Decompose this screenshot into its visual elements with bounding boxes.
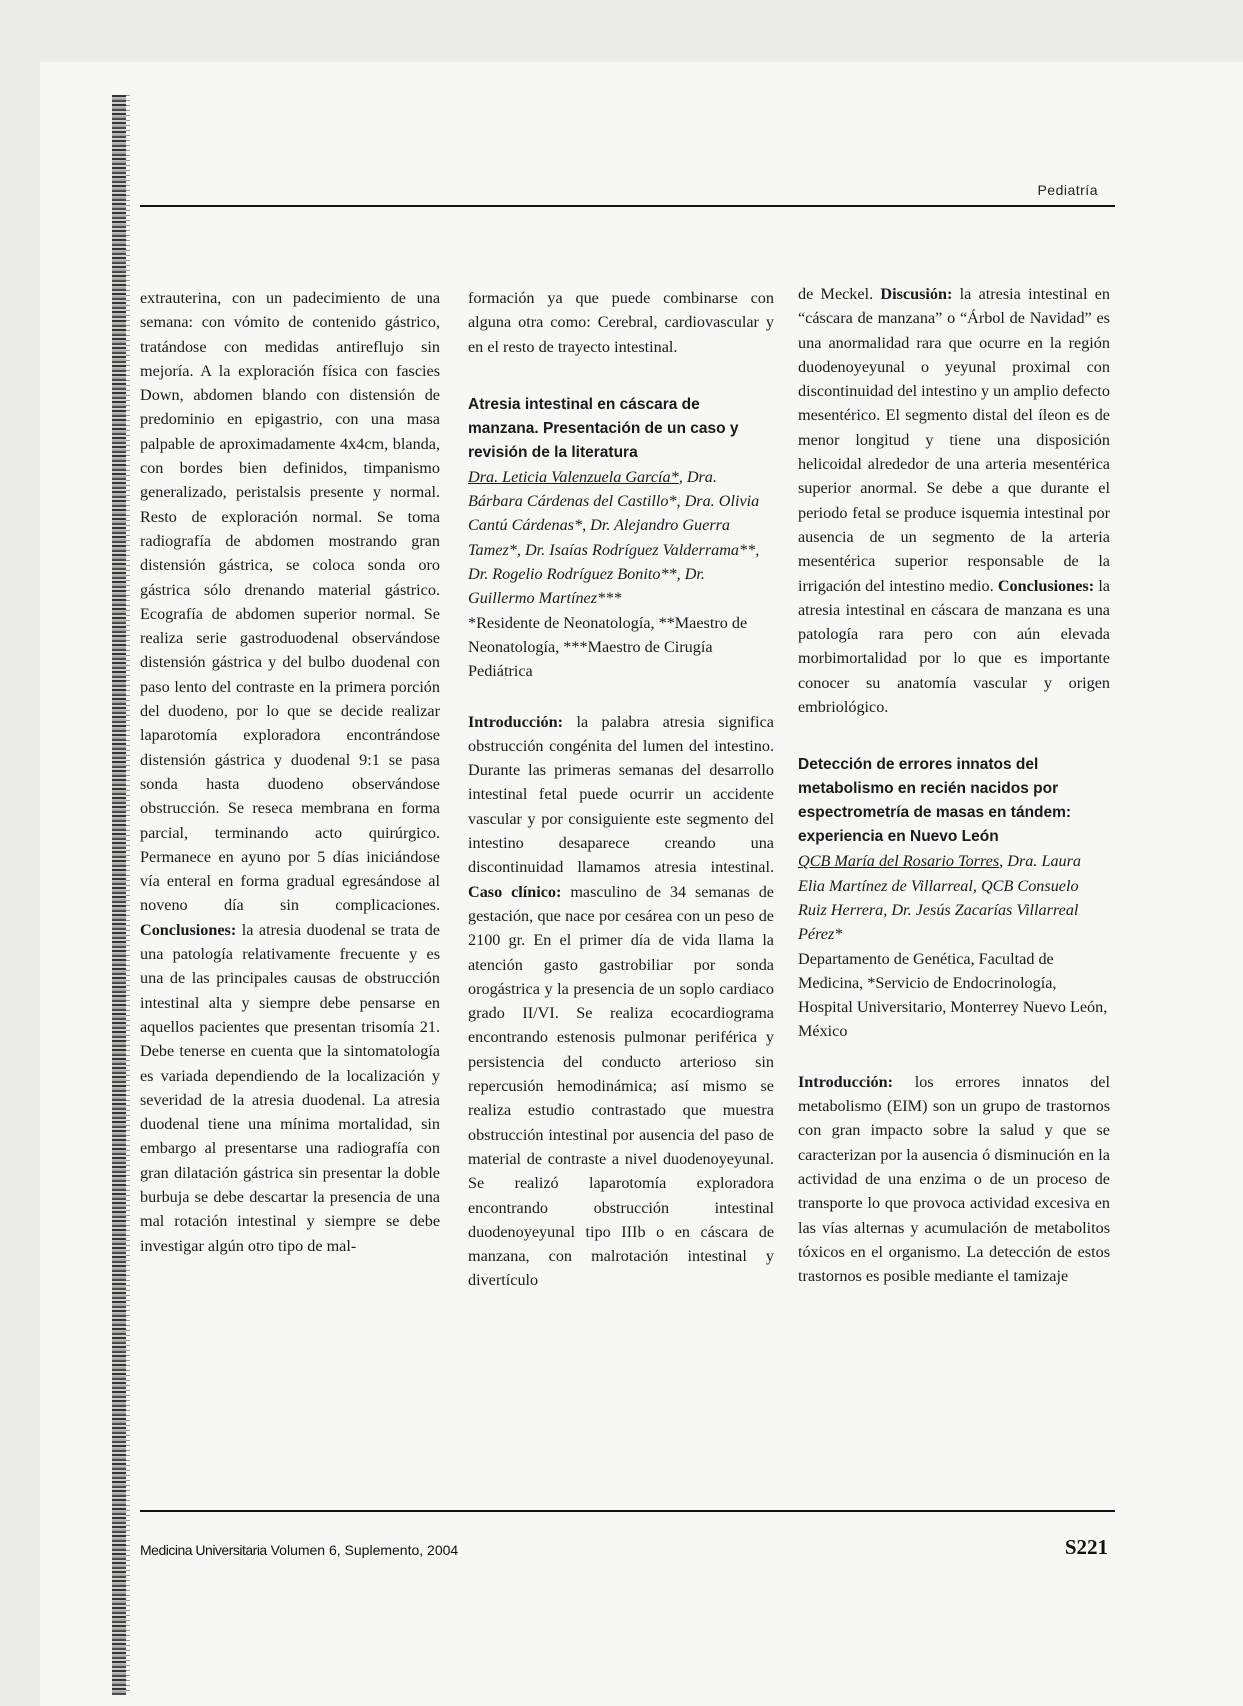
article-1-conclusions-text: la atresia intestinal en cáscara de manzana es una patología rara pero con aún elevada morbimortalidad por lo que es importante conocer su anatomía vascular y origen embriológico. — [798, 576, 1110, 717]
article-1-intro-label: Introducción: — [468, 712, 564, 731]
footer-citation — [140, 1542, 458, 1558]
col3-discussion — [798, 282, 1110, 719]
article-2-affiliations: Departamento de Genética, Facultad de Medicina, *Servicio de Endocrinología, Hospital Universitario, Monterrey Nuevo León, México — [798, 949, 1108, 1041]
article-2-first-author: QCB María del Rosario Torres — [798, 852, 1000, 871]
column-1 — [140, 286, 440, 1258]
article-1-first-author: Dra. Leticia Valenzuela García* — [468, 467, 679, 486]
article-1-intro — [468, 710, 774, 1293]
journal-name: Medicina Universitaria — [140, 1542, 267, 1558]
col1-conclusions-label: Conclusiones: — [140, 920, 237, 939]
article-1-other-authors: , Dra. Bárbara Cárdenas del Castillo*, Dra. Olivia Cantú Cárdenas*, Dr. Alejandro Guerra Tamez*, Dr. Isaías Rodríguez Valderrama**, Dr. Rogelio Rodríguez Bonito**, Dr. Guillermo Martínez*** — [468, 467, 760, 608]
spacer — [468, 684, 774, 710]
article-1-case-label: Caso clínico: — [468, 882, 562, 901]
article-1-conclusions-label: Conclusiones: — [997, 576, 1095, 595]
article-2-authors — [798, 849, 1110, 946]
footer-rule — [140, 1510, 1115, 1512]
binding-shadow — [112, 95, 126, 1695]
page-number: S221 — [1064, 1535, 1108, 1559]
column-3 — [798, 282, 1110, 1288]
article-1-authors — [468, 465, 774, 611]
journal-volume: Volumen 6, Suplemento, 2004 — [270, 1542, 459, 1558]
article-title-2: Detección de errores innatos del metabolismo en recién nacidos por espectrometría de masas en tándem: experiencia en Nuevo León — [798, 756, 1072, 846]
article-2-other-authors: , Dra. Laura Elia Martínez de Villarreal, QCB Consuelo Ruiz Herrera, Dr. Jesús Zacarías Villarreal Pérez* — [798, 852, 1082, 944]
spacer — [798, 1044, 1110, 1070]
article-1-discussion-label: Discusión: — [880, 285, 953, 303]
article-2-intro-text: los errores innatos del metabolismo (EIM) son un grupo de trastornos con gran impacto sobre la salud y que se caracterizan por la ausencia ó disminución en la actividad de una enzima o de un proceso de transporte lo que provoca actividad excesiva en las vías alternas y acumulación de metabolitos tóxicos en el organismo. La detección de estos trastornos es posible mediante el tamizaje — [798, 1072, 1110, 1286]
article-2-intro-label: Introducción: — [798, 1072, 894, 1091]
col1-paragraph — [140, 286, 440, 1258]
column-2 — [468, 286, 774, 1293]
col3-continued: de Meckel. — [798, 285, 874, 303]
article-1-intro-text: la palabra atresia significa obstrucción congénita del lumen del intestino. Durante las primeras semanas del desarrollo intestinal fetal puede ocurrir un accidente vascular y por consiguiente este segmento del intestino desaparece creando una discontinuidad llamamos atresia intestinal. — [468, 712, 774, 877]
col1-conclusions: la atresia duodenal se trata de una patología relativamente frecuente y es una de las principales causas de obstrucción intestinal alta y siempre debe pensarse en aquellos pacientes que presentan trisomía 21. Debe tenerse en cuenta que la sintomatología es variada dependiendo de la localización y severidad de la atresia duodenal. La atresia duodenal tiene una mínima mortalidad, sin embargo al presentarse una radiografía con gran dilatación gástrica sin presentar la doble burbuja se debe descartar la presencia de una mal rotación intestinal y siempre se debe investigar algún otro tipo de mal- — [140, 920, 440, 1255]
article-1-affiliations: *Residente de Neonatología, **Maestro de Neonatología, ***Maestro de Cirugía Pediátrica — [468, 613, 748, 681]
article-title-1: Atresia intestinal en cáscara de manzana. Presentación de un caso y revisión de la literatura — [468, 395, 739, 461]
header-rule — [140, 205, 1115, 207]
col2-continued: formación ya que puede combinarse con alguna otra como: Cerebral, cardiovascular y en el resto de trayecto intestinal. — [468, 289, 774, 356]
article-2-intro — [798, 1070, 1110, 1289]
col1-body: extrauterina, con un padecimiento de una semana: con vómito de contenido gástrico, tratándose con medidas antireflujo sin mejoría. A la exploración física con fascies Down, abdomen blando con distensión de predominio en epigastrio, con una masa palpable de aproximadamente 4x4cm, blanda, con bordes bien definidos, timpanismo generalizado, peristalsis presente y normal. Resto de exploración normal. Se toma radiografía de abdomen mostrando gran distensión gástrica, se coloca sonda oro gástrica sólo drenando material gástrico. Ecografía de abdomen superior normal. Se realiza serie gastroduodenal observándose distensión gástrica y del bulbo duodenal con paso lento del contraste en la primera porción del duodeno, por lo que se decide realizar laparotomía exploradora encontrándose distensión gástrica y duodenal 9:1 se pasa sonda hasta duodeno observándose obstrucción. Se reseca membrana en forma parcial, terminando acto quirúrgico. Permanece en ayuno por 5 días iniciándose vía enteral en forma gradual egresándose al noveno día sin complicaciones. — [140, 289, 440, 915]
binding-edge — [126, 95, 130, 1695]
spacer — [798, 719, 1110, 753]
spacer — [468, 359, 774, 393]
article-1-discussion-text: la atresia intestinal en “cáscara de manzana” o “Árbol de Navidad” es una anormalidad rara que ocurre en la región duodenoyeyunal o yeyunal proximal con discontinuidad del intestino y un amplio defecto mesentérico. El segmento distal del íleon es de menor longitud y tiene una disposición helicoidal alrededor de una arteria mesentérica superior anormal. Se debe a que durante el periodo fetal se produce isquemia intestinal por ausencia de un segmento de la arteria mesentérica superior responsable de la irrigación del intestino medio. — [798, 285, 1111, 595]
section-header: Pediatría — [1037, 182, 1098, 198]
article-1-case-text: masculino de 34 semanas de gestación, que nace por cesárea con un peso de 2100 gr. En el primer día de vida llama la atención gasto gastrobiliar por sonda orogástrica y la presencia de un soplo cardiaco grado II/VI. Se realiza ecocardiograma encontrando estenosis pulmonar periférica y persistencia del conducto arterioso sin repercusión hemodinámica; así mismo se realiza estudio contrastado que muestra obstrucción intestinal por ausencia del paso de material de contraste a nivel duodenoyeyunal. Se realizó laparotomía exploradora encontrando obstrucción intestinal duodenoyeyunal tipo IIIb o en cáscara de manzana, con malrotación intestinal y divertículo — [468, 882, 774, 1290]
